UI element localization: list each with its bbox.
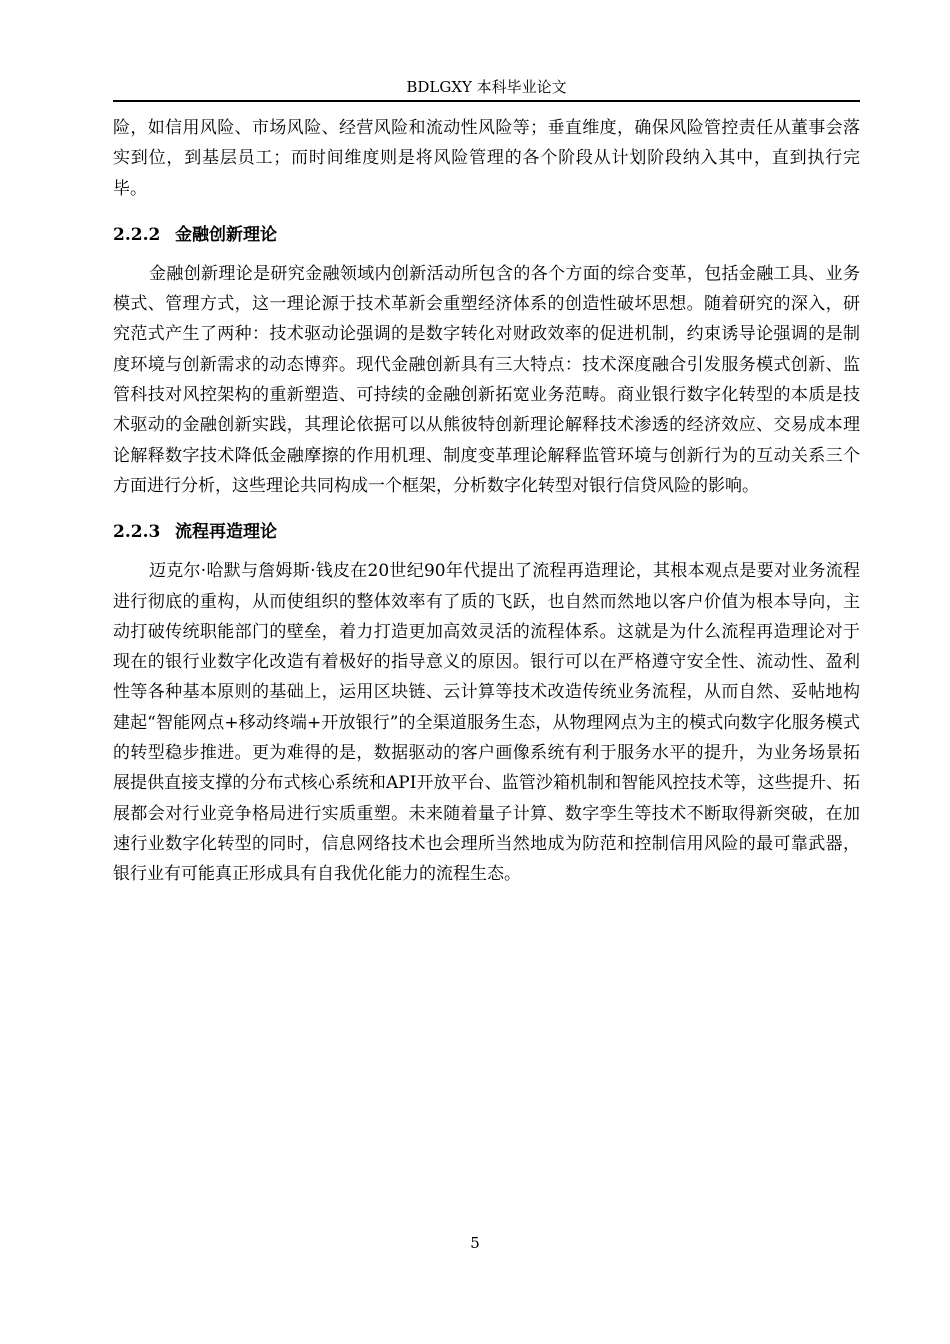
document-body [113,113,860,890]
page-number: 5 [470,1234,480,1252]
section-title: 流程再造理论 [175,522,277,543]
section-number: 2.2.3 [113,522,161,543]
section-heading-2-2-2 [113,220,860,250]
section-paragraph-process-reengineering: 迈克尔·哈默与詹姆斯·钱皮在20世纪90年代提出了流程再造理论，其根本观点是要对业务流程进行彻底的重构，从而使组织的整体效率有了质的飞跃，也自然而然地以客户价值为根本导向，主动打破传统职能部门的壁垒，着力打造更加高效灵活的流程体系。这就是为什么流程再造理论对于现在的银行业数字化改造有着极好的指导意义的原因。银行可以在严格遵守安全性、流动性、盈利性等各种基本原则的基础上，运用区块链、云计算等技术改造传统业务流程，从而自然、妥帖地构建起“智能网点+移动终端+开放银行”的全渠道服务生态，从物理网点为主的模式向数字化服务模式的转型稳步推进。更为难得的是，数据驱动的客户画像系统有利于服务水平的提升，为业务场景拓展提供直接支撑的分布式核心系统和API开放平台、监管沙箱机制和智能风控技术等，这些提升、拓展都会对行业竞争格局进行实质重塑。未来随着量子计算、数字孪生等技术不断取得新突破，在加速行业数字化转型的同时，信息网络技术也会理所当然地成为防范和控制信用风险的最可靠武器，银行业有可能真正形成具有自我优化能力的流程生态。 [113,561,860,885]
section-heading-2-2-3 [113,517,860,547]
continuation-paragraph: 险，如信用风险、市场风险、经营风险和流动性风险等；垂直维度，确保风险管控责任从董事会落实到位，到基层员工；而时间维度则是将风险管理的各个阶段从计划阶段纳入其中，直到执行完毕。 [113,118,860,199]
header-title: BDLGXY 本科毕业论文 [406,78,567,96]
section-paragraph-financial-innovation: 金融创新理论是研究金融领域内创新活动所包含的各个方面的综合变革，包括金融工具、业务模式、管理方式，这一理论源于技术革新会重塑经济体系的创造性破坏思想。随着研究的深入，研究范式产生了两种：技术驱动论强调的是数字转化对财政效率的促进机制，约束诱导论强调的是制度环境与创新需求的动态博弈。现代金融创新具有三大特点：技术深度融合引发服务模式创新、监管科技对风控架构的重新塑造、可持续的金融创新拓宽业务范畴。商业银行数字化转型的本质是技术驱动的金融创新实践，其理论依据可以从熊彼特创新理论解释技术渗透的经济效应、交易成本理论解释数字技术降低金融摩擦的作用机理、制度变革理论解释监管环境与创新行为的互动关系三个方面进行分析，这些理论共同构成一个框架，分析数字化转型对银行信贷风险的影响。 [113,263,860,496]
section-title: 金融创新理论 [175,224,277,245]
page-header [113,74,860,102]
section-number: 2.2.2 [113,224,161,245]
